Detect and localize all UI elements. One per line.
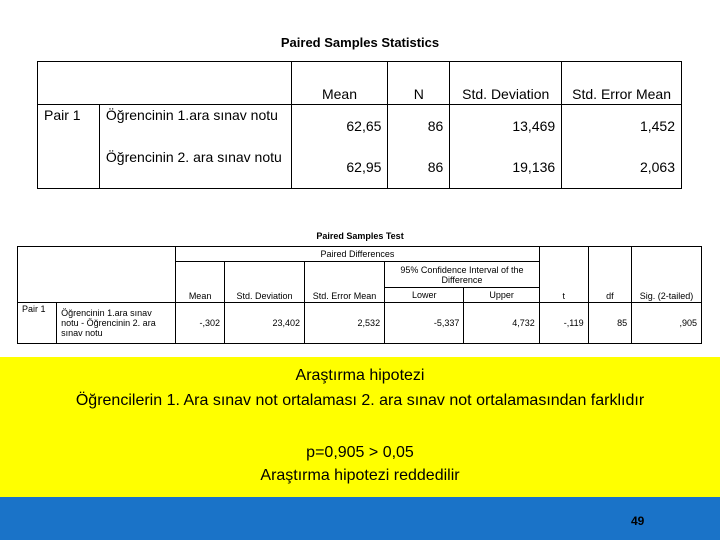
table1-row-label: Öğrencinin 1.ara sınav notu	[99, 105, 291, 147]
table1-cell-mean: 62,95	[291, 147, 388, 189]
table2-cell-se: 2,532	[305, 303, 385, 344]
table1-cell-n: 86	[388, 147, 450, 189]
table1-header-row	[38, 62, 682, 105]
conclusion-p-value: p=0,905 > 0,05	[306, 444, 414, 461]
table1-pair-label: Pair 1	[38, 105, 100, 189]
table2-cell-mean: -,302	[176, 303, 225, 344]
table2-header-lower: Lower	[385, 288, 464, 303]
table2-header-t: t	[539, 247, 588, 303]
table2-cell-lower: -5,337	[385, 303, 464, 344]
footer-bar	[0, 497, 720, 540]
table2-cell-upper: 4,732	[464, 303, 539, 344]
table2-group-header: Paired Differences	[176, 247, 540, 262]
table2-title: Paired Samples Test	[316, 231, 404, 241]
table2-header-sd: Std. Deviation	[225, 262, 305, 303]
table2-cell-sd: 23,402	[225, 303, 305, 344]
conclusion-hypothesis: Öğrencilerin 1. Ara sınav not ortalaması 2. ara sınav not ortalamasından farklıdır	[75, 392, 645, 409]
table1-header-mean: Mean	[291, 62, 388, 105]
paired-samples-statistics-table	[37, 61, 682, 189]
table1-cell-se: 2,063	[562, 147, 682, 189]
table1-cell-mean: 62,65	[291, 105, 388, 147]
table1-header-se: Std. Error Mean	[562, 62, 682, 105]
conclusion-box	[0, 357, 720, 497]
table2-cell-df: 85	[588, 303, 632, 344]
table-row	[38, 105, 682, 147]
table1-cell-sd: 19,136	[450, 147, 562, 189]
table1-header-sd: Std. Deviation	[450, 62, 562, 105]
table1-title: Paired Samples Statistics	[280, 35, 440, 50]
table2-row-label: Öğrencinin 1.ara sınav notu - Öğrencinin 2. ara sınav notu	[57, 303, 176, 344]
table1-corner-cell	[99, 62, 291, 105]
table1-header-n: N	[388, 62, 450, 105]
paired-samples-test-table	[17, 246, 702, 344]
table2-cell-t: -,119	[539, 303, 588, 344]
table2-header-df: df	[588, 247, 632, 303]
table2-header-sig: Sig. (2-tailed)	[632, 247, 702, 303]
conclusion-heading: Araştırma hipotezi	[295, 367, 425, 384]
table1-cell-sd: 13,469	[450, 105, 562, 147]
table2-cell-sig: ,905	[632, 303, 702, 344]
table2-ci-header: 95% Confidence Interval of the Difference	[385, 262, 540, 288]
table2-header-se: Std. Error Mean	[305, 262, 385, 303]
conclusion-decision: Araştırma hipotezi reddedilir	[260, 467, 460, 484]
table2-corner-cell	[18, 247, 176, 303]
table1-cell-se: 1,452	[562, 105, 682, 147]
table2-header-mean: Mean	[176, 262, 225, 303]
table1-row-label: Öğrencinin 2. ara sınav notu	[99, 147, 291, 189]
table1-cell-n: 86	[388, 105, 450, 147]
table-row	[18, 303, 702, 344]
table2-header-upper: Upper	[464, 288, 539, 303]
table2-pair-label: Pair 1	[18, 303, 57, 344]
table1-corner-cell	[38, 62, 100, 105]
table-row	[38, 147, 682, 189]
page-number: 49	[631, 514, 645, 528]
